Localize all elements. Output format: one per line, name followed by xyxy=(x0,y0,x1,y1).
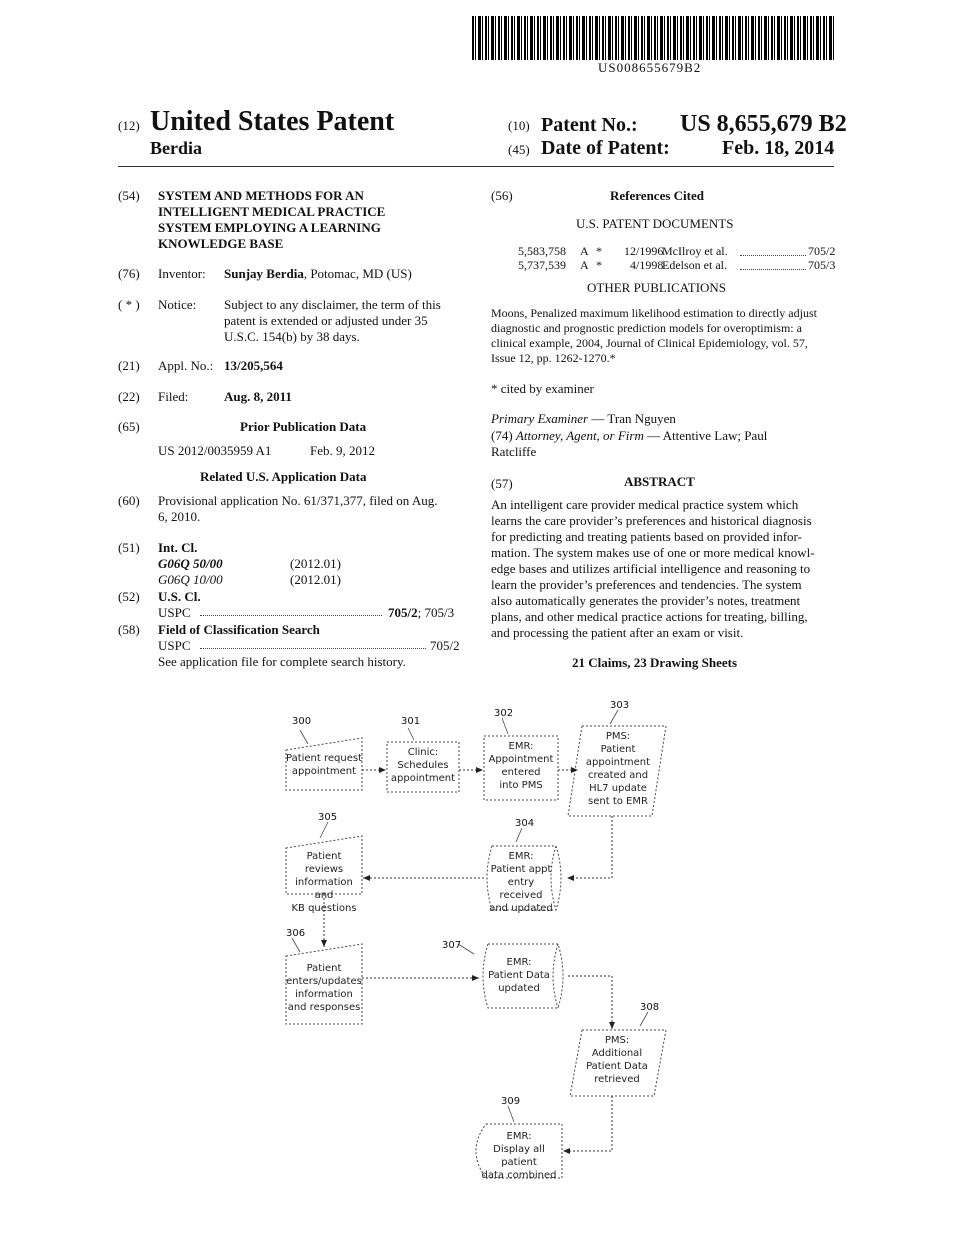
node-line: Patient xyxy=(600,744,636,755)
node-line: Clinic: xyxy=(407,747,439,758)
notice-label: Notice: xyxy=(158,297,197,312)
see-app-note: See application file for complete search history. xyxy=(158,654,406,669)
code-65: (65) xyxy=(118,419,140,434)
node-id: 308 xyxy=(640,1002,660,1013)
node-id: 309 xyxy=(501,1096,521,1107)
node-line: EMR: xyxy=(506,1131,532,1142)
node-304-shape xyxy=(487,846,561,910)
node-line: PMS: xyxy=(605,731,631,742)
notice-line: U.S.C. 154(b) by 38 days. xyxy=(224,329,360,344)
inventor-location: , Potomac, MD (US) xyxy=(303,266,412,281)
node-line: EMR: xyxy=(508,851,534,862)
code-notice: ( * ) xyxy=(118,297,140,312)
abstract-line: also automatically generates the provider’s notes, treatment xyxy=(491,593,801,608)
ref-class: 705/2 xyxy=(808,244,836,258)
node-line: Patient reviews xyxy=(304,851,344,875)
node-301-shape xyxy=(387,742,459,792)
us-docs-heading: U.S. PATENT DOCUMENTS xyxy=(576,216,734,231)
abstract-line: learns the care provider’s preferences and historical diagnosis xyxy=(491,513,812,528)
uspc-label: USPC xyxy=(158,638,191,653)
code-51: (51) xyxy=(118,540,140,555)
field-search-label: Field of Classification Search xyxy=(158,622,320,637)
node-id: 307 xyxy=(442,940,462,951)
inventor-label: Inventor: xyxy=(158,266,206,281)
node-line: entry received xyxy=(499,877,543,901)
node-line: created and xyxy=(587,770,649,781)
abstract-line: An intelligent care provider medical practice system which xyxy=(491,497,799,512)
node-line: Appointment xyxy=(488,754,554,765)
node-line: Patient Data xyxy=(586,1061,648,1072)
ref-star: * xyxy=(596,258,602,272)
ref-date: 4/1998 xyxy=(630,258,664,272)
node-line: Patient Data xyxy=(488,970,550,981)
node-id: 301 xyxy=(401,716,421,727)
int-cl-year: (2012.01) xyxy=(290,556,341,571)
document-type-title: United States Patent xyxy=(150,106,395,137)
date-label: Date of Patent: xyxy=(541,137,670,159)
node-line: retrieved xyxy=(594,1074,640,1085)
examiner-name: — Tran Nguyen xyxy=(588,411,676,426)
appl-number: 13/205,564 xyxy=(224,358,283,373)
inventor-name: Sunjay Berdia xyxy=(224,266,304,281)
patent-no-label: Patent No.: xyxy=(541,114,638,136)
node-line: information xyxy=(295,989,353,1000)
node-line: updated xyxy=(498,983,540,994)
title-line: SYSTEM EMPLOYING A LEARNING xyxy=(158,220,381,235)
int-cl-year: (2012.01) xyxy=(290,572,341,587)
node-id: 304 xyxy=(515,818,535,829)
arrow-303-304 xyxy=(567,816,612,878)
node-line: PMS: xyxy=(604,1035,630,1046)
prior-pub-heading: Prior Publication Data xyxy=(240,419,367,434)
node-line: Patient appt xyxy=(490,864,552,875)
notice-line: patent is extended or adjusted under 35 xyxy=(224,313,428,328)
other-pub-line: Moons, Penalized maximum likelihood estimation to directly adjust xyxy=(491,306,817,320)
node-id: 303 xyxy=(610,700,630,711)
node-id: 306 xyxy=(286,928,306,939)
patent-date: Feb. 18, 2014 xyxy=(722,137,835,159)
code-21: (21) xyxy=(118,358,140,373)
node-line: Patient xyxy=(306,963,342,974)
abstract-line: learn the provider’s preferences and tendencies. The system xyxy=(491,577,802,592)
node-307-shape xyxy=(483,944,563,1008)
node-line: KB questions xyxy=(291,903,357,914)
code-22: (22) xyxy=(118,389,140,404)
patent-number: US 8,655,679 B2 xyxy=(680,111,847,137)
ref-name: McIlroy et al. xyxy=(662,244,728,258)
other-pub-line: clinical example, 2004, Journal of Clinical Epidemiology, vol. 57, xyxy=(491,336,808,350)
code-12: (12) xyxy=(118,118,140,133)
node-306-shape xyxy=(286,944,362,1024)
node-line: and responses xyxy=(287,1002,361,1013)
title-line: SYSTEM AND METHODS FOR AN xyxy=(158,188,364,203)
node-304-curve xyxy=(551,846,556,910)
us-cl-label: U.S. Cl. xyxy=(158,589,201,604)
node-line: into PMS xyxy=(499,780,543,791)
code-52: (52) xyxy=(118,589,140,604)
code-76: (76) xyxy=(118,266,140,281)
node-line: HL7 update xyxy=(589,783,647,794)
ref-name: Edelson et al. xyxy=(662,258,727,272)
node-id: 305 xyxy=(318,812,338,823)
int-cl-label: Int. Cl. xyxy=(158,540,198,555)
node-line: appointment xyxy=(585,757,651,768)
uspc-field-value: 705/2 xyxy=(430,638,460,653)
node-line: and updated xyxy=(489,903,553,914)
node-line: Schedules xyxy=(397,760,449,771)
node-line: enters/updates xyxy=(286,976,362,987)
abstract-line: plans, and other medical practice actions for treating, billing, xyxy=(491,609,808,624)
attorney-name: — Attentive Law; Paul xyxy=(643,428,768,443)
code-10: (10) xyxy=(508,118,530,133)
related-app-heading: Related U.S. Application Data xyxy=(200,469,367,484)
claims-count: 21 Claims, 23 Drawing Sheets xyxy=(572,655,738,670)
attorney-name-cont: Ratcliffe xyxy=(491,444,537,459)
other-pub-line: diagnostic and prognostic prediction models for overoptimism: a xyxy=(491,321,802,335)
node-line: data combined xyxy=(481,1170,557,1181)
node-line: appointment xyxy=(390,773,456,784)
refs-heading: References Cited xyxy=(610,188,704,203)
node-303-shape xyxy=(568,726,666,816)
node-line: Display all patient xyxy=(493,1144,545,1168)
uspc-label: USPC xyxy=(158,605,191,620)
filed-date: Aug. 8, 2011 xyxy=(224,389,292,404)
cited-by-note: * cited by examiner xyxy=(491,381,594,396)
ref-kind: A xyxy=(580,258,589,272)
node-300-shape xyxy=(286,738,362,790)
node-line: sent to EMR xyxy=(588,796,648,807)
node-line: Patient request xyxy=(286,753,363,764)
node-305-shape xyxy=(286,836,362,894)
ref-number: 5,583,758 xyxy=(518,244,566,258)
other-pubs-heading: OTHER PUBLICATIONS xyxy=(587,280,727,295)
provisional-line: 6, 2010. xyxy=(158,509,201,524)
arrow-308-309 xyxy=(563,1096,612,1151)
attorney-label: Attorney, Agent, or Firm xyxy=(515,428,644,443)
abstract-heading: ABSTRACT xyxy=(624,474,695,489)
uspc-rest: ; 705/3 xyxy=(417,605,455,620)
node-302-shape xyxy=(484,736,558,800)
int-cl-code: G06Q 50/00 xyxy=(158,556,223,571)
node-line: EMR: xyxy=(508,741,534,752)
code-57: (57) xyxy=(491,476,513,491)
code-45: (45) xyxy=(508,142,530,157)
notice-line: Subject to any disclaimer, the term of this xyxy=(224,297,441,312)
title-line: KNOWLEDGE BASE xyxy=(158,236,284,251)
abstract-line: mation. The system makes use of one or more medical knowl- xyxy=(491,545,815,560)
abstract-line: edge bases and utilizes artificial intelligence and reasoning to xyxy=(491,561,811,576)
inventor-surname: Berdia xyxy=(150,138,202,158)
filed-label: Filed: xyxy=(158,389,189,404)
ref-star: * xyxy=(596,244,602,258)
uspc-main: 705/2 xyxy=(388,605,418,620)
node-line: Additional xyxy=(591,1048,643,1059)
code-58: (58) xyxy=(118,622,140,637)
code-54: (54) xyxy=(118,188,140,203)
ref-kind: A xyxy=(580,244,589,258)
prior-pub-date: Feb. 9, 2012 xyxy=(310,443,375,458)
ref-date: 12/1996 xyxy=(624,244,664,258)
other-pub-line: Issue 12, pp. 1262-1270.* xyxy=(491,351,616,365)
provisional-line: Provisional application No. 61/371,377, filed on Aug. xyxy=(158,493,438,508)
node-line: appointment xyxy=(291,766,357,777)
code-60: (60) xyxy=(118,493,140,508)
prior-pub-number: US 2012/0035959 A1 xyxy=(158,443,272,458)
node-id: 302 xyxy=(494,708,514,719)
barcode-number: US008655679B2 xyxy=(598,60,702,75)
code-74: (74) xyxy=(491,428,513,443)
node-308-shape xyxy=(570,1030,666,1096)
code-56: (56) xyxy=(491,188,513,203)
examiner-label: Primary Examiner xyxy=(491,411,589,426)
node-line: EMR: xyxy=(506,957,532,968)
node-line: entered xyxy=(501,767,541,778)
node-307-curve xyxy=(553,944,558,1008)
int-cl-code: G06Q 10/00 xyxy=(158,572,223,587)
node-309-shape xyxy=(476,1124,562,1178)
abstract-line: for predicting and treating patients based on provided infor- xyxy=(491,529,802,544)
title-line: INTELLIGENT MEDICAL PRACTICE xyxy=(158,204,386,219)
ref-number: 5,737,539 xyxy=(518,258,566,272)
node-id: 300 xyxy=(292,716,312,727)
appl-label: Appl. No.: xyxy=(158,358,214,373)
ref-class: 705/3 xyxy=(808,258,836,272)
arrow-307-308 xyxy=(568,976,612,1029)
abstract-line: and processing the patient after an exam or visit. xyxy=(491,625,744,640)
node-line: information and xyxy=(295,877,353,901)
